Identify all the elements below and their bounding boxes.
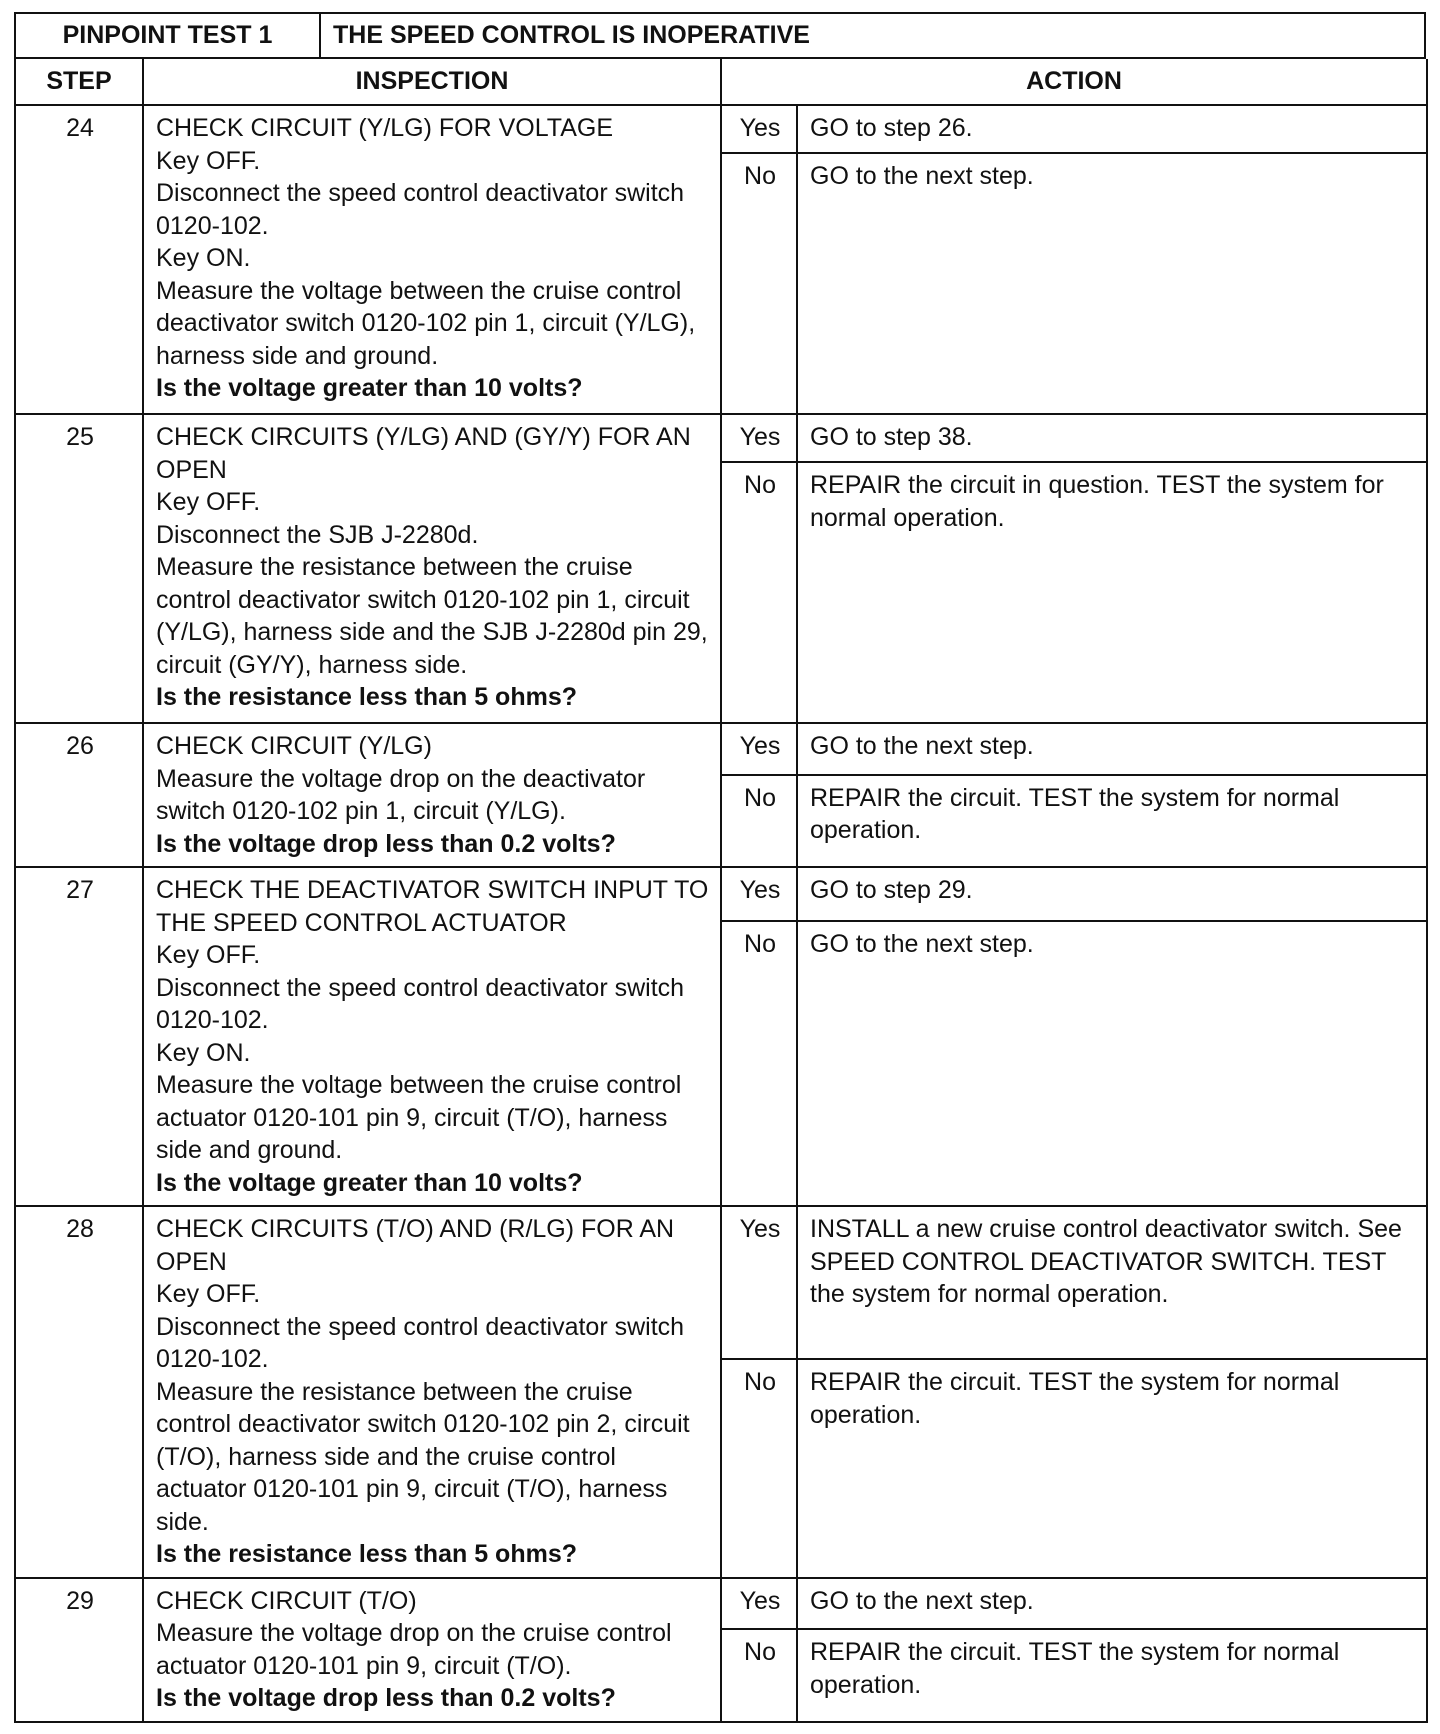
step-number: 28 bbox=[15, 1206, 143, 1578]
inspection-question: Is the voltage drop less than 0.2 volts? bbox=[156, 1684, 616, 1712]
step-row bbox=[15, 867, 1427, 921]
answer-no-label: No bbox=[721, 1359, 797, 1577]
yes-action: GO to step 29. bbox=[797, 867, 1427, 921]
answer-yes-label: Yes bbox=[721, 1206, 797, 1359]
inspection-cell bbox=[143, 867, 721, 1206]
step-number: 26 bbox=[15, 723, 143, 867]
no-action: REPAIR the circuit in question. TEST the system for normal operation. bbox=[797, 462, 1427, 723]
inspection-question: Is the voltage greater than 10 volts? bbox=[156, 374, 583, 402]
inspection-instruction: Measure the voltage drop on the deactivator switch 0120-102 pin 1, circuit (Y/LG). bbox=[156, 764, 646, 825]
inspection-instruction: Key OFF. bbox=[156, 146, 261, 175]
inspection-question: Is the voltage greater than 10 volts? bbox=[156, 1168, 583, 1197]
no-action: GO to the next step. bbox=[797, 921, 1427, 1206]
step-number: 24 bbox=[15, 105, 143, 414]
pinpoint-table bbox=[14, 59, 1428, 1723]
no-action: REPAIR the circuit. TEST the system for normal operation. bbox=[797, 1629, 1427, 1721]
inspection-question: Is the resistance less than 5 ohms? bbox=[156, 1540, 577, 1568]
inspection-heading: CHECK THE DEACTIVATOR SWITCH INPUT TO THE SPEED CONTROL ACTUATOR bbox=[156, 876, 709, 937]
step-number: 25 bbox=[15, 414, 143, 723]
test-label: PINPOINT TEST 1 bbox=[16, 14, 321, 57]
answer-no-label: No bbox=[721, 775, 797, 867]
inspection-instruction: Measure the resistance between the cruise control deactivator switch 0120-102 pin 1, circuit (Y/LG), harness side and the SJB J-2280d pin 29, circuit (GY/Y), harness side. bbox=[156, 553, 708, 679]
inspection-cell bbox=[143, 414, 721, 723]
inspection-instruction: Key OFF. bbox=[156, 1280, 261, 1308]
step-row bbox=[15, 1206, 1427, 1359]
inspection-heading: CHECK CIRCUIT (Y/LG) FOR VOLTAGE bbox=[156, 114, 613, 142]
inspection-cell bbox=[143, 105, 721, 414]
inspection-instruction: Disconnect the SJB J-2280d. bbox=[156, 520, 479, 549]
inspection-instruction: Measure the resistance between the cruise control deactivator switch 0120-102 pin 2, circuit (T/O), harness side and the cruise control actuator 0120-101 pin 9, circuit (T/O), harness side. bbox=[156, 1377, 690, 1536]
inspection-instruction: Measure the voltage between the cruise control deactivator switch 0120-102 pin 1, circuit (Y/LG), harness side and ground. bbox=[156, 276, 696, 370]
step-number: 27 bbox=[15, 867, 143, 1206]
step-row bbox=[15, 414, 1427, 462]
no-action: REPAIR the circuit. TEST the system for normal operation. bbox=[797, 775, 1427, 867]
inspection-instruction: Disconnect the speed control deactivator switch 0120-102. bbox=[156, 1312, 685, 1373]
inspection-cell bbox=[143, 1206, 721, 1578]
column-header-row bbox=[15, 59, 1427, 105]
column-header-inspection: INSPECTION bbox=[143, 59, 721, 105]
yes-action: GO to the next step. bbox=[797, 723, 1427, 775]
yes-action: GO to step 38. bbox=[797, 414, 1427, 462]
title-bar bbox=[14, 12, 1426, 59]
inspection-instruction: Measure the voltage drop on the cruise control actuator 0120-101 pin 9, circuit (T/O). bbox=[156, 1619, 672, 1680]
inspection-cell bbox=[143, 723, 721, 867]
answer-yes-label: Yes bbox=[721, 867, 797, 921]
answer-yes-label: Yes bbox=[721, 723, 797, 775]
column-header-action: ACTION bbox=[721, 59, 1427, 105]
answer-yes-label: Yes bbox=[721, 105, 797, 153]
inspection-instruction: Key OFF. bbox=[156, 941, 261, 969]
inspection-instruction: Disconnect the speed control deactivator switch 0120-102. bbox=[156, 973, 685, 1034]
answer-yes-label: Yes bbox=[721, 1578, 797, 1630]
step-row bbox=[15, 723, 1427, 775]
answer-no-label: No bbox=[721, 462, 797, 723]
yes-action: GO to step 26. bbox=[797, 105, 1427, 153]
answer-no-label: No bbox=[721, 921, 797, 1206]
inspection-question: Is the voltage drop less than 0.2 volts? bbox=[156, 829, 616, 858]
no-action: REPAIR the circuit. TEST the system for normal operation. bbox=[797, 1359, 1427, 1577]
inspection-heading: CHECK CIRCUIT (T/O) bbox=[156, 1586, 417, 1615]
inspection-question: Is the resistance less than 5 ohms? bbox=[156, 683, 577, 711]
inspection-instruction: Disconnect the speed control deactivator switch 0120-102. bbox=[156, 179, 685, 240]
inspection-heading: CHECK CIRCUITS (T/O) AND (R/LG) FOR AN OPEN bbox=[156, 1215, 675, 1276]
step-number: 29 bbox=[15, 1578, 143, 1722]
yes-action: INSTALL a new cruise control deactivator switch. See SPEED CONTROL DEACTIVATOR SWITCH. TEST the system for normal operation. bbox=[797, 1206, 1427, 1359]
inspection-instruction: Key ON. bbox=[156, 244, 251, 272]
step-row bbox=[15, 105, 1427, 153]
inspection-instruction: Measure the voltage between the cruise control actuator 0120-101 pin 9, circuit (T/O), harness side and ground. bbox=[156, 1071, 682, 1164]
inspection-cell bbox=[143, 1578, 721, 1722]
column-header-step: STEP bbox=[15, 59, 143, 105]
no-action: GO to the next step. bbox=[797, 153, 1427, 414]
yes-action: GO to the next step. bbox=[797, 1578, 1427, 1630]
inspection-heading: CHECK CIRCUIT (Y/LG) bbox=[156, 732, 432, 760]
answer-no-label: No bbox=[721, 1629, 797, 1721]
step-table-body bbox=[15, 105, 1427, 1722]
step-row bbox=[15, 1578, 1427, 1630]
pinpoint-test-sheet bbox=[14, 12, 1426, 1723]
inspection-instruction: Key ON. bbox=[156, 1038, 251, 1067]
answer-yes-label: Yes bbox=[721, 414, 797, 462]
answer-no-label: No bbox=[721, 153, 797, 414]
inspection-instruction: Key OFF. bbox=[156, 488, 261, 516]
inspection-heading: CHECK CIRCUITS (Y/LG) AND (GY/Y) FOR AN OPEN bbox=[156, 423, 691, 484]
test-title: THE SPEED CONTROL IS INOPERATIVE bbox=[333, 21, 810, 49]
